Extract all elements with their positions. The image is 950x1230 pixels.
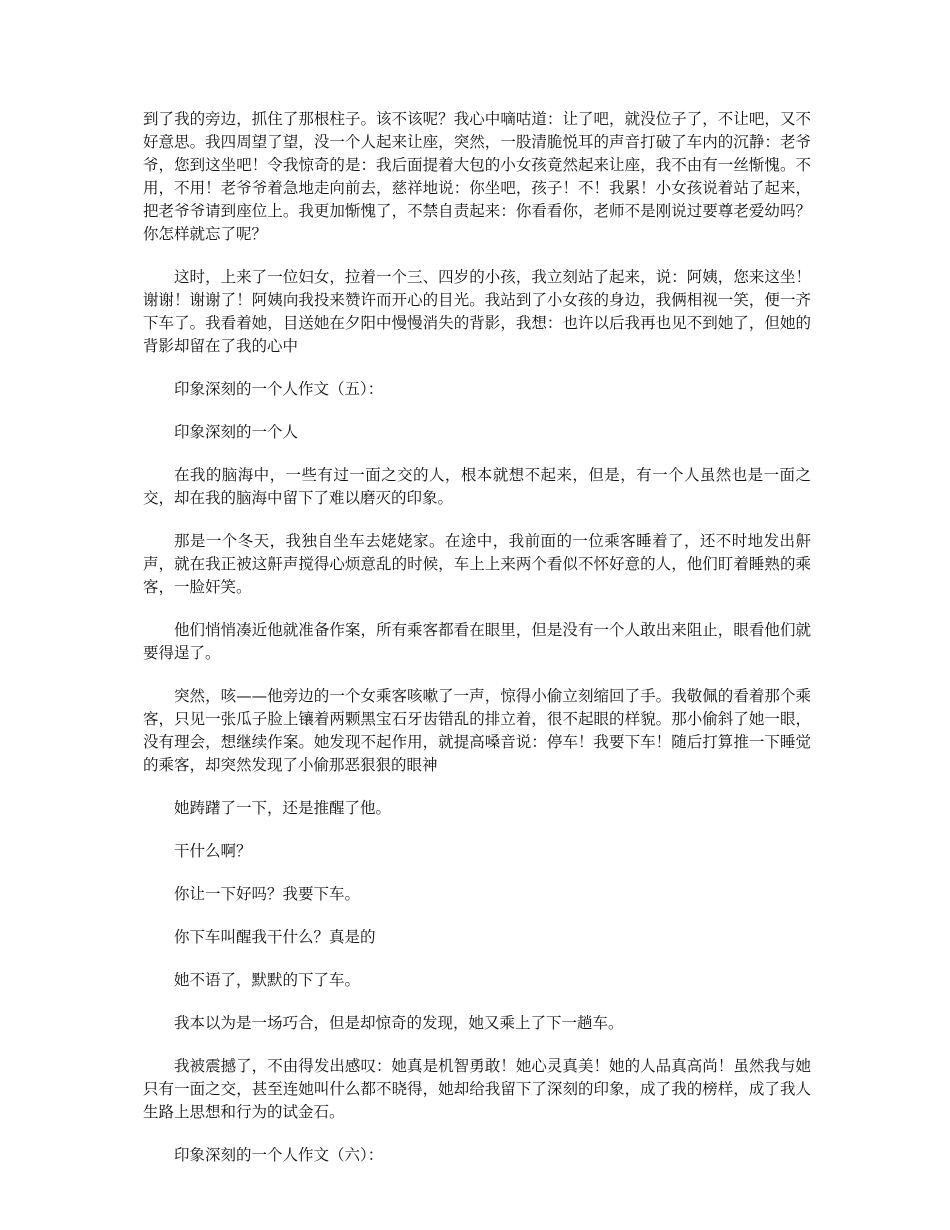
paragraph-7: 她踌躇了一下，还是推醒了他。 [174,799,392,817]
paragraph-1: 到了我的旁边，抓住了那根柱子。该不该呢？我心中嘀咕道：让了吧，就没位子了，不让吧，又不好意思。我四周望了望，没一个人起来让座，突然，一股清脆悦耳的声音打破了车内的沉静：老爷爷，您到这坐吧！令我惊奇的是：我后面提着大包的小女孩竟然起来让座，我不由有一丝惭愧。不用，不用！老爷爷着急地走向前去，慈祥地说：你坐吧，孩子！不！我累！小女孩说着站了起来，把老爷爷请到座位上。我更加惭愧了，不禁自责起来：你看看你，老师不是刚说过要尊老爱幼吗？你怎样就忘了呢？ [143,110,811,243]
dialogue-line-3: 你下车叫醒我干什么？真是的 [174,928,376,946]
essay-title: 印象深刻的一个人 [174,423,299,441]
section-heading-5: 印象深刻的一个人作文（五）： [174,380,384,398]
paragraph-3: 在我的脑海中，一些有过一面之交的人，根本就想不起来，但是，有一个人虽然也是一面之交，却在我的脑海中留下了难以磨灭的印象。 [143,466,811,507]
dialogue-line-1: 干什么啊？ [174,842,252,860]
paragraph-8: 她不语了，默默的下了车。 [174,971,361,989]
paragraph-10: 我被震撼了，不由得发出感叹：她真是机智勇敢！她心灵真美！她的人品真高尚！虽然我与她只有一面之交，甚至连她叫什么都不晓得，她却给我留下了深刻的印象，成了我的榜样，成了我人生路上思想和行为的试金石。 [143,1057,811,1121]
paragraph-2: 这时，上来了一位妇女，拉着一个三、四岁的小孩，我立刻站了起来，说：阿姨，您来这坐！谢谢！谢谢了！阿姨向我投来赞许而开心的目光。我站到了小女孩的身边，我俩相视一笑，便一齐下车了。我看着她，目送她在夕阳中慢慢消失的背影，我想：也许以后我再也见不到她了，但她的背影却留在了我的心中 [143,268,811,355]
paragraph-4: 那是一个冬天，我独自坐车去姥姥家。在途中，我前面的一位乘客睡着了，还不时地发出鼾声，就在我正被这鼾声搅得心烦意乱的时候，车上上来两个看似不怀好意的人，他们盯着睡熟的乘客，一脸奸笑。 [143,532,811,596]
section-heading-6: 印象深刻的一个人作文（六）： [174,1146,384,1164]
paragraph-6: 突然，咳——他旁边的一个女乘客咳嗽了一声，惊得小偷立刻缩回了手。我敬佩的看着那个乘客，只见一张瓜子脸上镶着两颗黑宝石牙齿错乱的排立着，很不起眼的样貌。那小偷斜了她一眼，没有理会，想继续作案。她发现不起作用，就提高嗓音说：停车！我要下车！随后打算推一下睡觉的乘客，却突然发现了小偷那恶狠狠的眼神 [143,687,811,774]
dialogue-line-2: 你让一下好吗？我要下车。 [174,885,361,903]
paragraph-5: 他们悄悄凑近他就准备作案，所有乘客都看在眼里，但是没有一个人敢出来阻止，眼看他们就要得逞了。 [143,621,811,662]
document-page [143,108,811,1187]
paragraph-9: 我本以为是一场巧合，但是却惊奇的发现，她又乘上了下一趟车。 [174,1014,624,1032]
